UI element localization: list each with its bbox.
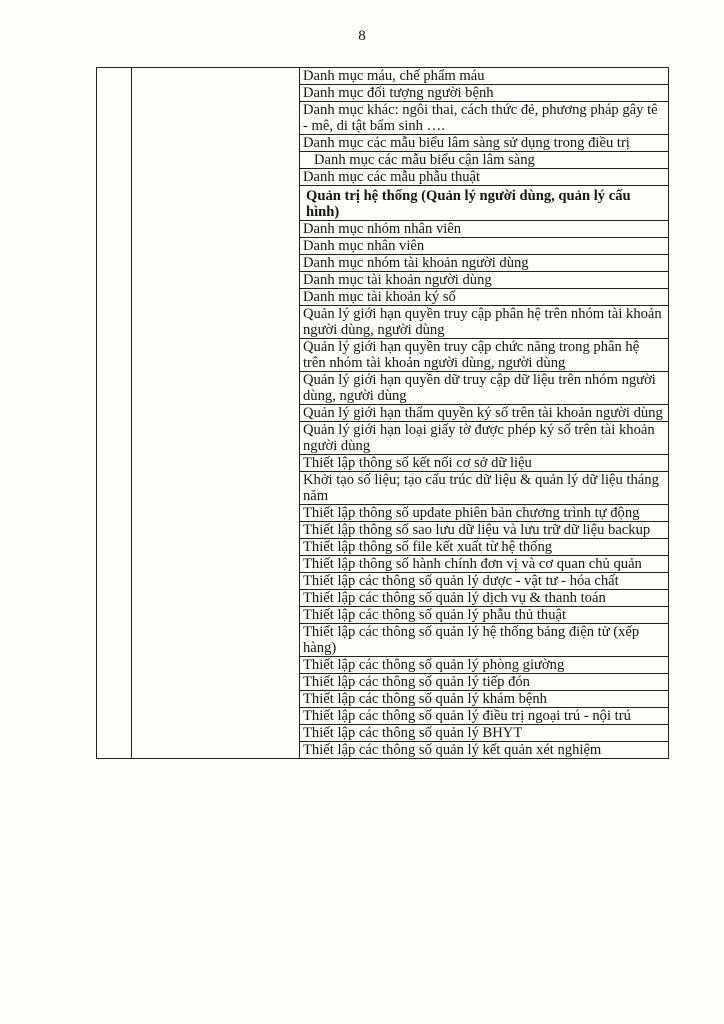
list-item: Khởi tạo số liệu; tạo cấu trúc dữ liệu & quản lý dữ liệu tháng năm <box>300 472 669 505</box>
list-item: Danh mục tài khoản ký số <box>300 289 669 306</box>
list-item: Danh mục nhóm tài khoản người dùng <box>300 255 669 272</box>
list-item: Thiết lập các thông số quản lý khám bệnh <box>300 691 669 708</box>
list-item: Danh mục nhân viên <box>300 238 669 255</box>
group-column <box>132 68 300 759</box>
list-item: Quản lý giới hạn quyền dữ truy cập dữ liệu trên nhóm người dùng, người dùng <box>300 372 669 405</box>
list-item: Thiết lập các thông số quản lý phòng giường <box>300 657 669 674</box>
page-number: 8 <box>358 28 366 44</box>
list-item: Thiết lập thông số sao lưu dữ liệu và lưu trữ dữ liệu backup <box>300 522 669 539</box>
table-row <box>97 68 669 85</box>
list-item: Quản lý giới hạn quyền truy cập phân hệ trên nhóm tài khoản người dùng, người dùng <box>300 306 669 339</box>
list-item: Thiết lập các thông số quản lý tiếp đón <box>300 674 669 691</box>
section-heading: Quản trị hệ thống (Quản lý người dùng, quản lý cấu hình) <box>300 186 669 221</box>
list-item: Thiết lập các thông số quản lý điều trị ngoại trú - nội trú <box>300 708 669 725</box>
list-item: Thiết lập các thông số quản lý BHYT <box>300 725 669 742</box>
list-item: Danh mục máu, chế phẩm máu <box>300 68 669 85</box>
list-item: Thiết lập thông số hành chính đơn vị và cơ quan chủ quản <box>300 556 669 573</box>
list-item: Danh mục các mẫu biểu lâm sàng sử dụng trong điều trị <box>300 135 669 152</box>
list-item: Danh mục khác: ngôi thai, cách thức đẻ, phương pháp gây tê - mê, di tật bẩm sinh …. <box>300 102 669 135</box>
list-item: Danh mục đối tượng người bệnh <box>300 85 669 102</box>
list-item: Thiết lập các thông số quản lý kết quản xét nghiệm <box>300 742 669 759</box>
list-item: Quản lý giới hạn loại giấy tờ được phép ký số trên tài khoản người dùng <box>300 422 669 455</box>
list-item: Thiết lập thông số file kết xuất từ hệ thống <box>300 539 669 556</box>
list-item: Thiết lập các thông số quản lý phẫu thủ thuật <box>300 607 669 624</box>
list-item: Danh mục tài khoản người dùng <box>300 272 669 289</box>
list-item: Thiết lập các thông số quản lý dịch vụ & thanh toán <box>300 590 669 607</box>
list-item: Thiết lập thông số update phiên bản chương trình tự động <box>300 505 669 522</box>
function-table <box>96 67 669 759</box>
list-item: Danh mục các mẫu phẫu thuật <box>300 169 669 186</box>
list-item: Thiết lập các thông số quản lý dược - vật tư - hóa chất <box>300 573 669 590</box>
list-item: Quản lý giới hạn quyền truy cập chức năng trong phân hệ trên nhóm tài khoản người dùng, người dùng <box>300 339 669 372</box>
list-item: Quản lý giới hạn thẩm quyền ký số trên tài khoản người dùng <box>300 405 669 422</box>
index-column <box>97 68 132 759</box>
list-item: Danh mục các mẫu biểu cận lâm sàng <box>300 152 669 169</box>
list-item: Danh mục nhóm nhân viên <box>300 221 669 238</box>
list-item: Thiết lập các thông số quản lý hệ thống bảng điện tử (xếp hàng) <box>300 624 669 657</box>
list-item: Thiết lập thông số kết nối cơ sở dữ liệu <box>300 455 669 472</box>
